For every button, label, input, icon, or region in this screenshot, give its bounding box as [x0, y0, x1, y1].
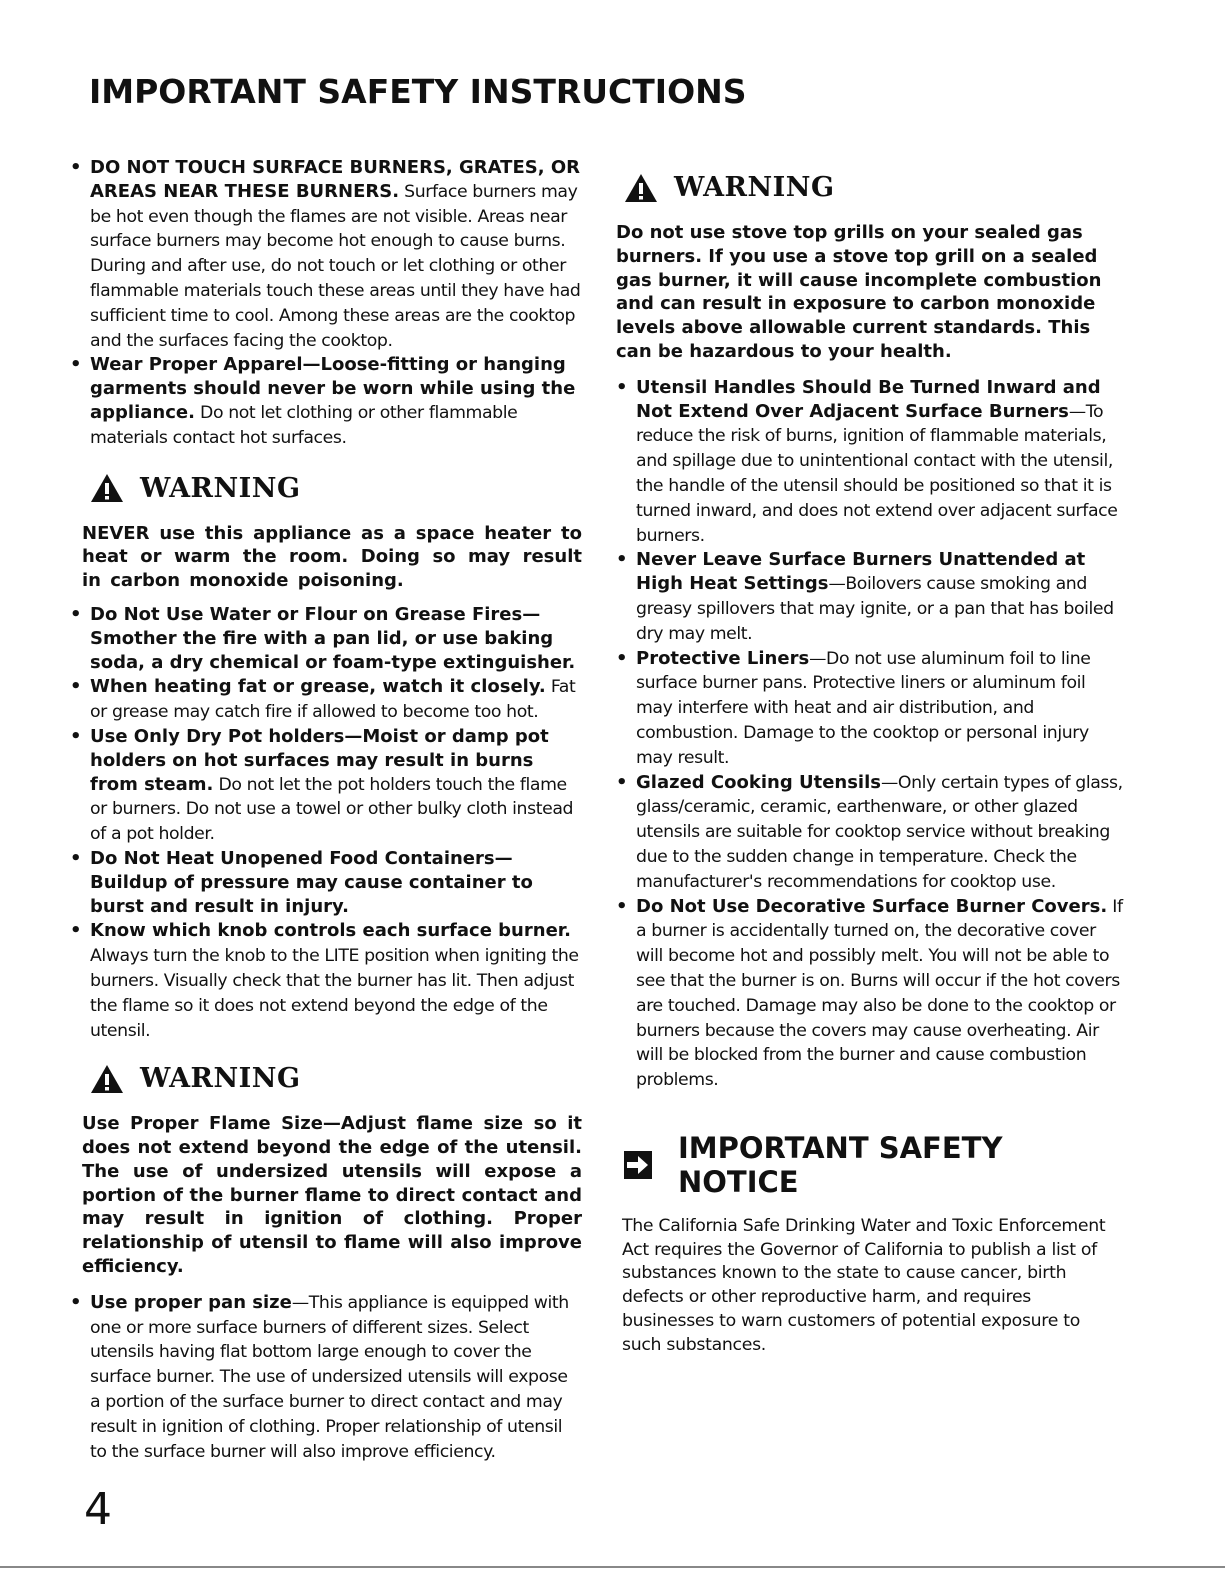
- bullet-list: [70, 603, 582, 1043]
- item-bold: Never Leave Surface Burners Unattended at High Heat Settings: [636, 549, 1086, 595]
- warning-box: [616, 172, 1123, 364]
- item-bold: Glazed Cooking Utensils: [636, 771, 881, 793]
- bullet-list: [70, 1291, 582, 1465]
- warning-text: Use Proper Flame Size—Adjust flame size so it does not extend beyond the edge of the utensil. The use of undersized utensils will expose a portion of the burner flame to direct contact and may result in ignition of clothing. Proper relationship of utensil to flame will also improve efficiency.: [82, 1113, 582, 1278]
- warning-text: NEVER use this appliance as a space heater to heat or warm the room. Doing so may result in carbon monoxide poisoning.: [82, 522, 582, 592]
- warning-heading: WARNING: [624, 172, 1123, 203]
- item-bold: Do Not Use Decorative Surface Burner Covers.: [636, 895, 1108, 917]
- item-text: —Boilovers cause smoking and greasy spillovers that may ignite, or a pan that has boiled dry may melt.: [636, 574, 1114, 644]
- list-item: [70, 353, 582, 450]
- item-bold: Do Not Heat Unopened Food Containers—Buildup of pressure may cause container to burst and result in injury.: [90, 847, 533, 917]
- item-bold: Wear Proper Apparel—Loose-fitting or hanging garments should never be worn while using the appliance.: [90, 354, 576, 423]
- item-text: If a burner is accidentally turned on, the decorative cover will become hot and possibly melt. You will not be able to see that the burner is on. Burns will occur if the hot covers are touched. Damage may also be done to the cooktop or burners because the covers may cause overheating. Air will be blocked from the burner and cause combustion problems.: [636, 896, 1123, 1091]
- warning-triangle-icon: [90, 1064, 124, 1094]
- bullet-list: [616, 376, 1123, 1093]
- item-bold: Utensil Handles Should Be Turned Inward and Not Extend Over Adjacent Surface Burners: [636, 376, 1101, 422]
- list-item: [616, 647, 1123, 771]
- bottom-rule: [0, 1566, 1225, 1568]
- warning-text: Do not use stove top grills on your sealed gas burners. If you use a stove top grill on a sealed gas burner, it will cause incomplete combustion and can result in exposure to carbon monoxide levels above allowable current standards. This can be hazardous to your health.: [616, 222, 1102, 362]
- item-bold: Do Not Use Water or Flour on Grease Fires—Smother the fire with a pan lid, or use baking soda, a dry chemical or foam-type extinguisher.: [90, 603, 576, 673]
- item-text: —To reduce the risk of burns, ignition of flammable materials, and spillage due to unintentional contact with the utensil, the handle of the utensil should be positioned so that it is turned inward, and does not extend over adjacent surface burners.: [636, 401, 1118, 546]
- warning-box: [70, 473, 582, 593]
- item-bold: Know which knob controls each surface burner.: [90, 920, 571, 942]
- warning-heading: WARNING: [90, 1063, 582, 1094]
- item-text: Surface burners may be hot even though the flames are not visible. Areas near surface burners may become hot enough to cause burns. During and after use, do not touch or let clothing or other flammable materials touch these areas until they have had sufficient time to cool. Among these areas are the cooktop and the surfaces facing the cooktop.: [90, 181, 581, 351]
- item-text: Fat or grease may catch fire if allowed to become too hot.: [90, 677, 576, 723]
- item-bold: DO NOT TOUCH SURFACE BURNERS, GRATES, OR AREAS NEAR THESE BURNERS.: [90, 157, 580, 202]
- page-title: IMPORTANT SAFETY INSTRUCTIONS: [89, 72, 747, 111]
- item-bold: Use proper pan size: [90, 1291, 292, 1313]
- left-column: [70, 150, 582, 1464]
- list-item: [70, 1291, 582, 1465]
- warning-triangle-icon: [624, 173, 658, 203]
- warning-heading: WARNING: [90, 473, 582, 504]
- notice-heading: IMPORTANT SAFETY NOTICE: [624, 1131, 1123, 1199]
- warning-box: [70, 1063, 582, 1279]
- list-item: [70, 675, 582, 725]
- safety-notice: [616, 1131, 1123, 1358]
- list-item: [616, 895, 1123, 1093]
- arrow-box-icon: [624, 1151, 652, 1179]
- bullet-list: [70, 156, 582, 451]
- page-number: 4: [84, 1484, 112, 1535]
- right-column: [616, 150, 1123, 1358]
- item-bold: Protective Liners: [636, 647, 810, 669]
- list-item: [616, 771, 1123, 895]
- notice-text: The California Safe Drinking Water and Toxic Enforcement Act requires the Governor of California to publish a list of substances known to the state to cause cancer, birth defects or other reproductive harm, and requires businesses to warn customers of potential exposure to such substances.: [622, 1215, 1106, 1355]
- item-bold: Use Only Dry Pot holders—Moist or damp pot holders on hot surfaces may result in burns from steam.: [90, 725, 549, 795]
- list-item: [70, 156, 582, 353]
- item-text: —Only certain types of glass, glass/ceramic, ceramic, earthenware, or other glazed utensils are suitable for cooktop service without breaking due to the sudden change in temperature. Check the manufacturer's recommendations for cooktop use.: [636, 772, 1123, 892]
- item-text: Do not let clothing or other flammable materials contact hot surfaces.: [90, 402, 518, 448]
- list-item: [70, 847, 582, 919]
- item-text: —Do not use aluminum foil to line surface burner pans. Protective liners or aluminum foil may interfere with heat and air distribution, and combustion. Damage to the cooktop or personal injury may result.: [636, 648, 1091, 768]
- list-item: [616, 376, 1123, 549]
- item-text: Always turn the knob to the LITE position when igniting the burners. Visually check that the burner has lit. Then adjust the flame so it does not extend beyond the edge of the utensil.: [90, 946, 579, 1041]
- item-bold: When heating fat or grease, watch it closely.: [90, 676, 546, 698]
- item-text: —This appliance is equipped with one or more surface burners of different sizes. Select utensils having flat bottom large enough to cover the surface burner. The use of undersized utensils will expose a portion of the surface burner to direct contact and may result in ignition of clothing. Proper relationship of utensil to the surface burner will also improve efficiency.: [90, 1292, 569, 1462]
- list-item: [70, 725, 582, 847]
- list-item: [70, 603, 582, 675]
- warning-triangle-icon: [90, 473, 124, 503]
- list-item: [70, 919, 582, 1043]
- list-item: [616, 548, 1123, 646]
- item-text: Do not let the pot holders touch the flame or burners. Do not use a towel or other bulky cloth instead of a pot holder.: [90, 774, 574, 845]
